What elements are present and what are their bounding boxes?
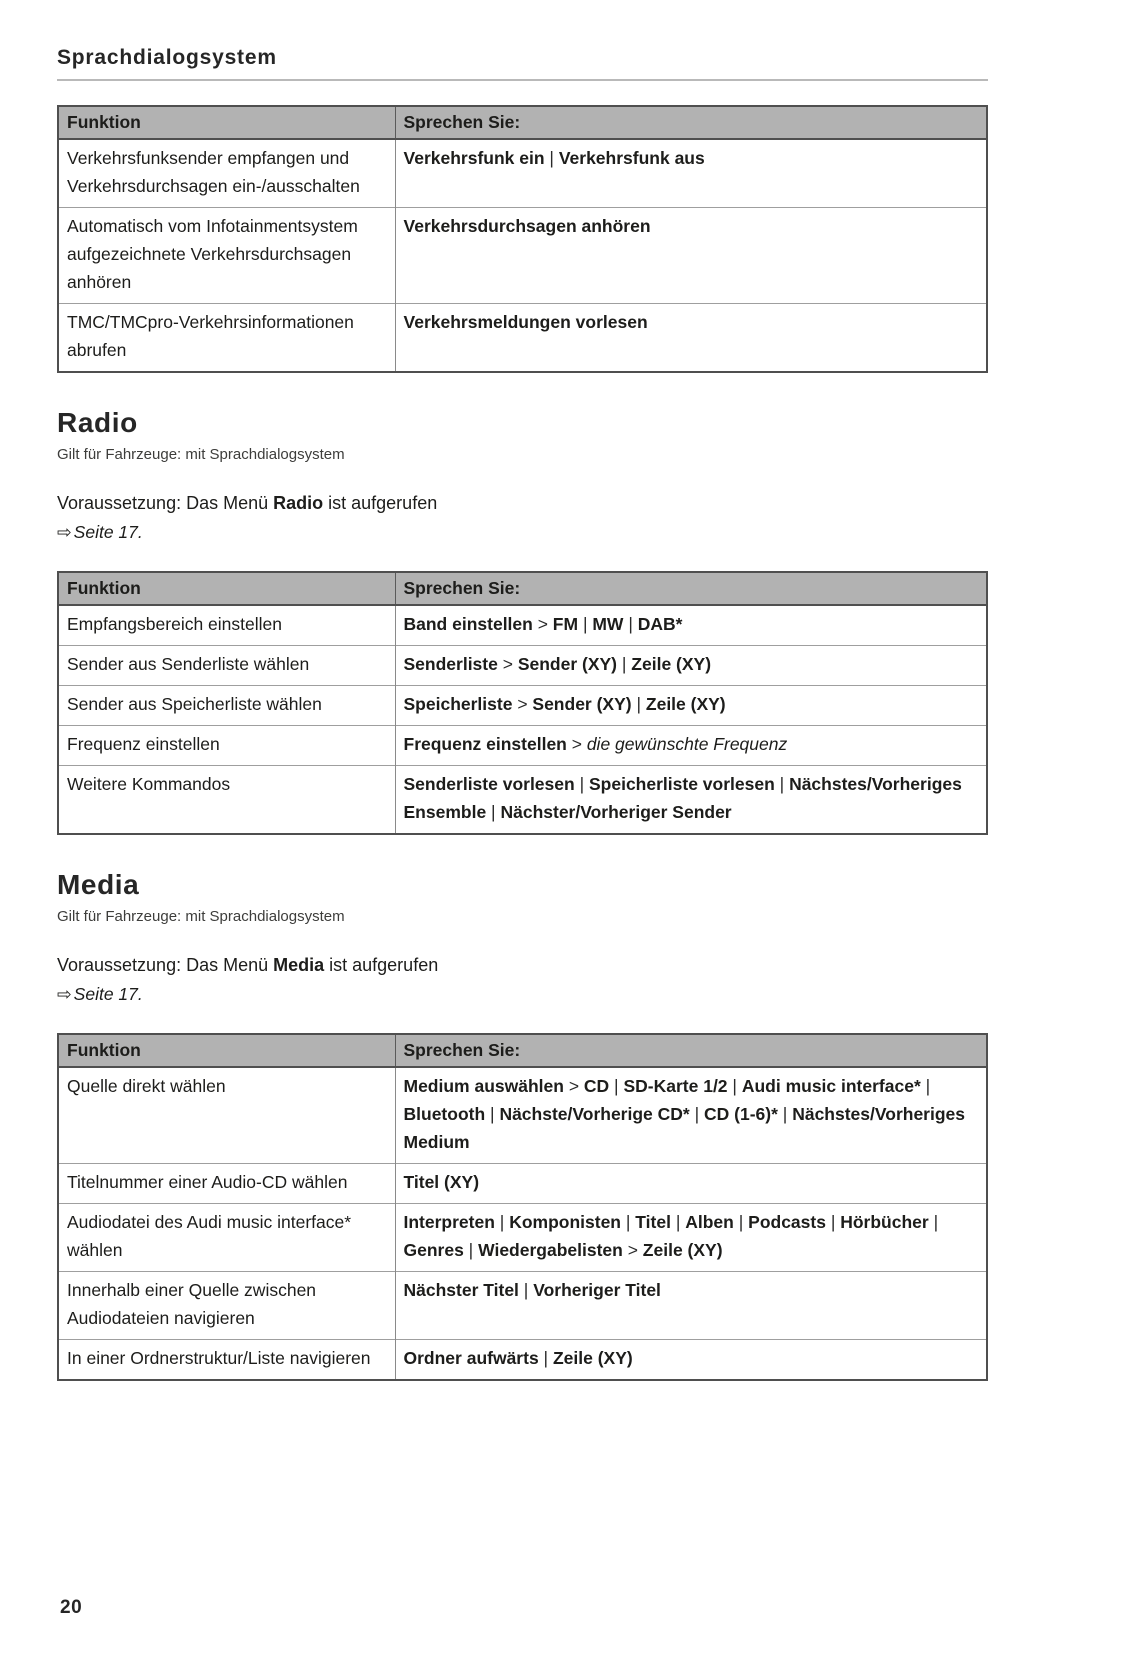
table-row <box>58 1067 987 1164</box>
separator: | <box>920 1076 931 1096</box>
media-section-heading: Media <box>57 869 140 900</box>
separator: | <box>727 1076 742 1096</box>
separator: | <box>617 654 632 674</box>
voice-command: Sender (XY) <box>532 694 632 714</box>
separator: > <box>497 654 518 674</box>
voice-command: Sender (XY) <box>517 654 618 674</box>
funktion-cell: Empfangsbereich einstellen <box>67 614 282 634</box>
radio-applies-note: Gilt für Fahrzeuge: mit Sprachdialogsystem <box>57 446 345 463</box>
separator: | <box>578 614 593 634</box>
table-header-row <box>58 1034 987 1067</box>
reference-page-label: Seite 17. <box>73 522 143 542</box>
sprechen-cell <box>395 1340 987 1381</box>
voice-command: Ordner aufwärts <box>403 1348 539 1368</box>
voice-command: Genres <box>403 1240 464 1260</box>
table-row <box>58 766 987 835</box>
voice-command: Nächstes/Vorheriges Ensemble <box>403 774 962 822</box>
media-section <box>57 869 988 1381</box>
prereq-prefix: Voraussetzung: Das Menü <box>57 493 274 513</box>
voice-command: Verkehrsfunk ein <box>403 148 545 168</box>
separator: | <box>670 1212 686 1232</box>
traffic-commands-table <box>57 105 988 373</box>
sprechen-cell <box>395 726 987 766</box>
separator: | <box>928 1212 939 1232</box>
funktion-cell: Sender aus Senderliste wählen <box>58 646 395 686</box>
funktion-cell: Frequenz einstellen <box>58 726 395 766</box>
sprechen-cell <box>395 208 987 304</box>
column-header: Sprechen Sie: <box>395 572 987 605</box>
sprechen-cell <box>395 686 987 726</box>
voice-command: Zeile (XY) <box>642 1240 723 1260</box>
funktion-cell: Titelnummer einer Audio-CD wählen <box>58 1164 395 1204</box>
voice-command: Audi music interface* <box>741 1076 921 1096</box>
separator: > <box>563 1076 584 1096</box>
separator: | <box>538 1348 553 1368</box>
table-row <box>58 1204 987 1272</box>
media-applies-note: Gilt für Fahrzeuge: mit Sprachdialogsystem <box>57 908 345 925</box>
table-row <box>58 1164 987 1204</box>
prereq-suffix: ist aufgerufen <box>324 955 439 975</box>
funktion-cell: Verkehrsfunksender empfangen und Verkehrsdurchsagen ein-/ausschalten <box>67 148 360 196</box>
sprechen-cell <box>395 766 987 835</box>
funktion-cell: TMC/TMCpro-Verkehrsinformationen abrufen <box>58 304 395 373</box>
menu-name: Media <box>273 955 325 975</box>
sprechen-cell <box>395 605 987 646</box>
sprechen-cell <box>395 1204 987 1272</box>
separator: | <box>609 1076 624 1096</box>
separator: | <box>518 1280 534 1300</box>
voice-command: Podcasts <box>748 1212 826 1232</box>
prereq-prefix: Voraussetzung: Das Menü <box>57 955 274 975</box>
chapter-title: Sprachdialogsystem <box>57 46 277 69</box>
voice-command: Alben <box>685 1212 734 1232</box>
radio-section-heading: Radio <box>57 407 138 438</box>
table-row <box>58 1340 987 1381</box>
table-row <box>58 304 987 373</box>
voice-command: FM <box>552 614 579 634</box>
funktion-cell: Quelle direkt wählen <box>67 1076 226 1096</box>
table-row <box>58 1272 987 1340</box>
page-content <box>57 0 988 1381</box>
voice-command: Zeile (XY) <box>645 694 726 714</box>
funktion-cell: Automatisch vom Infotainmentsystem aufgezeichnete Verkehrsdurchsagen anhören <box>58 208 395 304</box>
separator: > <box>622 1240 643 1260</box>
radio-commands-table <box>57 571 988 835</box>
voice-command: Nächstes/Vorheriges Medium <box>403 1104 966 1152</box>
voice-command: Komponisten <box>509 1212 621 1232</box>
separator: | <box>494 1212 510 1232</box>
sprechen-cell <box>395 646 987 686</box>
voice-command: Nächste/Vorherige CD* <box>499 1104 690 1124</box>
separator: | <box>623 614 638 634</box>
column-header: Sprechen Sie: <box>395 106 987 139</box>
separator: | <box>631 694 646 714</box>
table-header-row <box>58 572 987 605</box>
sprechen-cell <box>395 1067 987 1164</box>
voice-command: DAB* <box>637 614 683 634</box>
column-header: Funktion <box>58 106 395 139</box>
voice-command: Verkehrsdurchsagen anhören <box>403 216 651 236</box>
funktion-cell: Audiodatei des Audi music interface* wählen <box>58 1204 395 1272</box>
reference-arrow-icon: ⇨ <box>57 522 72 542</box>
radio-prerequisite-text <box>57 489 988 518</box>
funktion-cell: Innerhalb einer Quelle zwischen Audiodateien navigieren <box>58 1272 395 1340</box>
radio-page-reference <box>57 518 988 547</box>
voice-command: Speicherliste <box>403 694 513 714</box>
voice-command: Titel (XY) <box>403 1172 480 1192</box>
variable-text: die gewünschte Frequenz <box>586 734 788 754</box>
table-row <box>58 139 987 208</box>
separator: | <box>574 774 589 794</box>
reference-arrow-icon: ⇨ <box>57 984 72 1004</box>
voice-command: Speicherliste vorlesen <box>588 774 775 794</box>
separator: | <box>825 1212 841 1232</box>
voice-command: CD (1-6)* <box>704 1104 778 1124</box>
funktion-cell: In einer Ordnerstruktur/Liste navigieren <box>58 1340 395 1381</box>
voice-command: Zeile (XY) <box>631 654 712 674</box>
voice-command: Verkehrsfunk aus <box>558 148 705 168</box>
separator: > <box>532 614 553 634</box>
voice-command: MW <box>592 614 624 634</box>
table-row <box>58 208 987 304</box>
voice-command: Verkehrsmeldungen vorlesen <box>403 312 648 332</box>
separator: | <box>486 802 501 822</box>
separator: > <box>512 694 533 714</box>
separator: | <box>463 1240 479 1260</box>
title-divider <box>57 79 988 81</box>
page-number: 20 <box>60 1597 83 1618</box>
voice-command: Hörbücher <box>840 1212 929 1232</box>
separator: | <box>777 1104 793 1124</box>
radio-section <box>57 407 988 835</box>
sprechen-cell <box>395 139 987 208</box>
menu-name: Radio <box>273 493 324 513</box>
separator: | <box>485 1104 500 1124</box>
voice-command: Medium auswählen <box>403 1076 564 1096</box>
funktion-cell: Weitere Kommandos <box>58 766 395 835</box>
voice-command: Wiedergabelisten <box>478 1240 623 1260</box>
column-header: Sprechen Sie: <box>395 1034 987 1067</box>
table-row <box>58 726 987 766</box>
voice-command: Vorheriger Titel <box>533 1280 661 1300</box>
prereq-suffix: ist aufgerufen <box>323 493 438 513</box>
table-row <box>58 686 987 726</box>
voice-command: Titel <box>635 1212 671 1232</box>
separator: > <box>566 734 587 754</box>
voice-command: Senderliste <box>403 654 498 674</box>
reference-page-label: Seite 17. <box>73 984 143 1004</box>
voice-command: Nächster/Vorheriger Sender <box>500 802 732 822</box>
sprechen-cell <box>395 304 987 373</box>
voice-command: Nächster Titel <box>403 1280 519 1300</box>
sprechen-cell <box>395 1164 987 1204</box>
column-header: Funktion <box>58 572 395 605</box>
voice-command: SD-Karte 1/2 <box>623 1076 728 1096</box>
voice-command: Bluetooth <box>403 1104 486 1124</box>
voice-command: Band einstellen <box>403 614 533 634</box>
separator: | <box>689 1104 705 1124</box>
media-prerequisite-text <box>57 951 988 980</box>
separator: | <box>621 1212 636 1232</box>
voice-command: Interpreten <box>403 1212 495 1232</box>
voice-command: Senderliste vorlesen <box>403 774 575 794</box>
separator: | <box>733 1212 749 1232</box>
separator: | <box>544 148 559 168</box>
media-commands-table <box>57 1033 988 1381</box>
voice-command: CD <box>583 1076 610 1096</box>
voice-command: Zeile (XY) <box>552 1348 633 1368</box>
sprechen-cell <box>395 1272 987 1340</box>
table-row <box>58 646 987 686</box>
media-page-reference <box>57 980 988 1009</box>
voice-command: Frequenz einstellen <box>403 734 567 754</box>
table-header-row <box>58 106 987 139</box>
separator: | <box>774 774 790 794</box>
table-row <box>58 605 987 646</box>
funktion-cell: Sender aus Speicherliste wählen <box>58 686 395 726</box>
column-header: Funktion <box>58 1034 395 1067</box>
